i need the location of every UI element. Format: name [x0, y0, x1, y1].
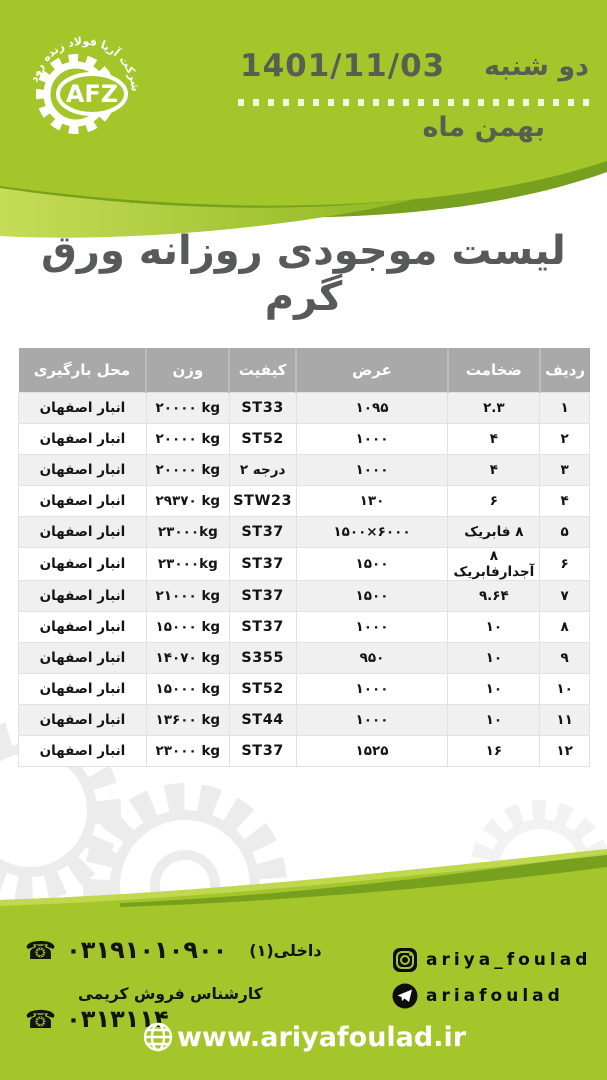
- table-cell: S355: [229, 643, 296, 674]
- phone-extension: داخلی(۱): [249, 940, 322, 960]
- page-title: لیست موجودی روزانه ورق گرم: [41, 228, 566, 320]
- table-cell: انبار اصفهان: [19, 548, 147, 581]
- table-cell: ۱۲: [540, 736, 590, 767]
- column-header-1: ضخامت: [448, 348, 540, 393]
- column-header-2: عرض: [296, 348, 448, 393]
- column-header-4: وزن: [146, 348, 229, 393]
- globe-icon: [141, 1020, 175, 1054]
- table-cell: ۱۰۰۰: [296, 674, 448, 705]
- table-cell: ۱۰۰۰: [296, 424, 448, 455]
- table-cell: ۴: [540, 486, 590, 517]
- table-cell: ۱۳۶۰۰ kg: [146, 705, 229, 736]
- table-cell: ۲: [540, 424, 590, 455]
- table-cell: ۱۰: [540, 674, 590, 705]
- table-cell: ST37: [229, 548, 296, 581]
- table-row: [19, 393, 590, 424]
- table-cell: ۱۰۰۰: [296, 612, 448, 643]
- table-cell: درجه ۲: [229, 455, 296, 486]
- table-row: [19, 548, 590, 581]
- column-header-0: ردیف: [540, 348, 590, 393]
- dotted-divider: [238, 99, 593, 106]
- table-row: [19, 736, 590, 767]
- table-cell: ۲۰۰۰۰ kg: [146, 455, 229, 486]
- table-cell: ۱۵۰۰: [296, 581, 448, 612]
- instagram-row[interactable]: [392, 947, 591, 973]
- table-cell: ۲۳۰۰۰kg: [146, 517, 229, 548]
- phone-number-2[interactable]: ۰۳۱۳۱۱۴: [66, 1005, 169, 1033]
- weekday-label: دو شنبه: [483, 50, 589, 82]
- table-cell: ۴: [448, 455, 540, 486]
- table-cell: ۱۴۰۷۰ kg: [146, 643, 229, 674]
- table-cell: ۱۱: [540, 705, 590, 736]
- table-cell: انبار اصفهان: [19, 643, 147, 674]
- table-cell: ۱۰۰۰: [296, 455, 448, 486]
- table-cell: ST37: [229, 736, 296, 767]
- table-cell: ۲۰۰۰۰ kg: [146, 393, 229, 424]
- instagram-handle[interactable]: ariya_foulad: [426, 950, 592, 970]
- table-cell: ST33: [229, 393, 296, 424]
- table-header-row: [19, 348, 590, 393]
- table-cell: انبار اصفهان: [19, 612, 147, 643]
- table-cell: ۵: [540, 517, 590, 548]
- website-url[interactable]: www.ariyafoulad.ir: [176, 1021, 467, 1053]
- table-row: [19, 674, 590, 705]
- table-cell: ۱۵۲۵: [296, 736, 448, 767]
- date-value: 1401/11/03: [240, 48, 446, 84]
- table-cell: انبار اصفهان: [19, 581, 147, 612]
- table-cell: انبار اصفهان: [19, 424, 147, 455]
- telegram-row[interactable]: [392, 983, 564, 1009]
- table-cell: ۱۰: [448, 643, 540, 674]
- table-cell: انبار اصفهان: [19, 736, 147, 767]
- table-cell: ۲.۳: [448, 393, 540, 424]
- table-cell: ۱۵۰۰: [296, 548, 448, 581]
- table-cell: انبار اصفهان: [19, 455, 147, 486]
- table-cell: ۱۵۰۰۰ kg: [146, 612, 229, 643]
- table-cell: ST37: [229, 581, 296, 612]
- website-row[interactable]: [0, 1020, 607, 1054]
- logo-company-text: شرکت آریا فولاد زنده رود: [27, 34, 143, 93]
- table-cell: ۶: [448, 486, 540, 517]
- table-cell: انبار اصفهان: [19, 393, 147, 424]
- telegram-icon[interactable]: [392, 983, 418, 1009]
- table-cell: ۲۱۰۰۰ kg: [146, 581, 229, 612]
- table-cell: ۷: [540, 581, 590, 612]
- table-cell: STW23: [229, 486, 296, 517]
- table-cell: انبار اصفهان: [19, 517, 147, 548]
- table-cell: ۴: [448, 424, 540, 455]
- table-row: [19, 455, 590, 486]
- table-cell: انبار اصفهان: [19, 674, 147, 705]
- table-cell: ST52: [229, 674, 296, 705]
- table-cell: ۹.۶۴: [448, 581, 540, 612]
- table-row: [19, 705, 590, 736]
- phone-line-1: [25, 936, 322, 964]
- column-header-3: کیفیت: [229, 348, 296, 393]
- table-cell: ST44: [229, 705, 296, 736]
- instagram-icon[interactable]: [392, 947, 418, 973]
- table-cell: ۱۰۰۰: [296, 705, 448, 736]
- table-cell: ۱۵۰۰۰ kg: [146, 674, 229, 705]
- table-cell: ۲۳۰۰۰ kg: [146, 736, 229, 767]
- table-cell: ۳: [540, 455, 590, 486]
- table-cell: ۶: [540, 548, 590, 581]
- table-cell: ۲۰۰۰۰ kg: [146, 424, 229, 455]
- table-cell: ST52: [229, 424, 296, 455]
- table-row: [19, 581, 590, 612]
- table-cell: ۸: [540, 612, 590, 643]
- table-cell: ۹۵۰: [296, 643, 448, 674]
- table-cell: ۲۳۰۰۰kg: [146, 548, 229, 581]
- table-cell: ST37: [229, 612, 296, 643]
- table-row: [19, 517, 590, 548]
- phone-icon: ☎: [25, 1004, 57, 1034]
- inventory-table: [18, 348, 590, 767]
- table-cell: ۱۰۹۵: [296, 393, 448, 424]
- table-cell: ۱۶: [448, 736, 540, 767]
- table-row: [19, 612, 590, 643]
- table-row: [19, 424, 590, 455]
- footer-swoosh: [0, 845, 607, 915]
- sales-person-label: کارشناس فروش کریمی: [78, 985, 263, 1003]
- phone-icon: ☎: [25, 935, 57, 965]
- table-cell: ST37: [229, 517, 296, 548]
- table-row: [19, 643, 590, 674]
- company-logo: [18, 22, 146, 150]
- telegram-handle[interactable]: ariafoulad: [426, 986, 564, 1006]
- table-cell: ۱۵۰۰×۶۰۰۰: [296, 517, 448, 548]
- table-cell: ۱: [540, 393, 590, 424]
- date-line: [240, 48, 589, 84]
- month-label: بهمن ماه: [422, 112, 545, 143]
- column-header-5: محل بارگیری: [19, 348, 147, 393]
- logo-monogram: AFZ: [65, 80, 119, 108]
- table-cell: انبار اصفهان: [19, 705, 147, 736]
- table-cell: ۱۳۰: [296, 486, 448, 517]
- table-cell: ۱۰: [448, 705, 540, 736]
- table-cell: ۸ آجدارفابریک: [448, 548, 540, 581]
- table-cell: ۹: [540, 643, 590, 674]
- table-cell: ۲۹۳۷۰ kg: [146, 486, 229, 517]
- table-cell: ۸ فابریک: [448, 517, 540, 548]
- phone-number-1[interactable]: ۰۳۱۹۱۰۱۰۹۰۰: [66, 936, 228, 964]
- table-cell: ۱۰: [448, 612, 540, 643]
- table-cell: ۱۰: [448, 674, 540, 705]
- table-cell: انبار اصفهان: [19, 486, 147, 517]
- table-row: [19, 486, 590, 517]
